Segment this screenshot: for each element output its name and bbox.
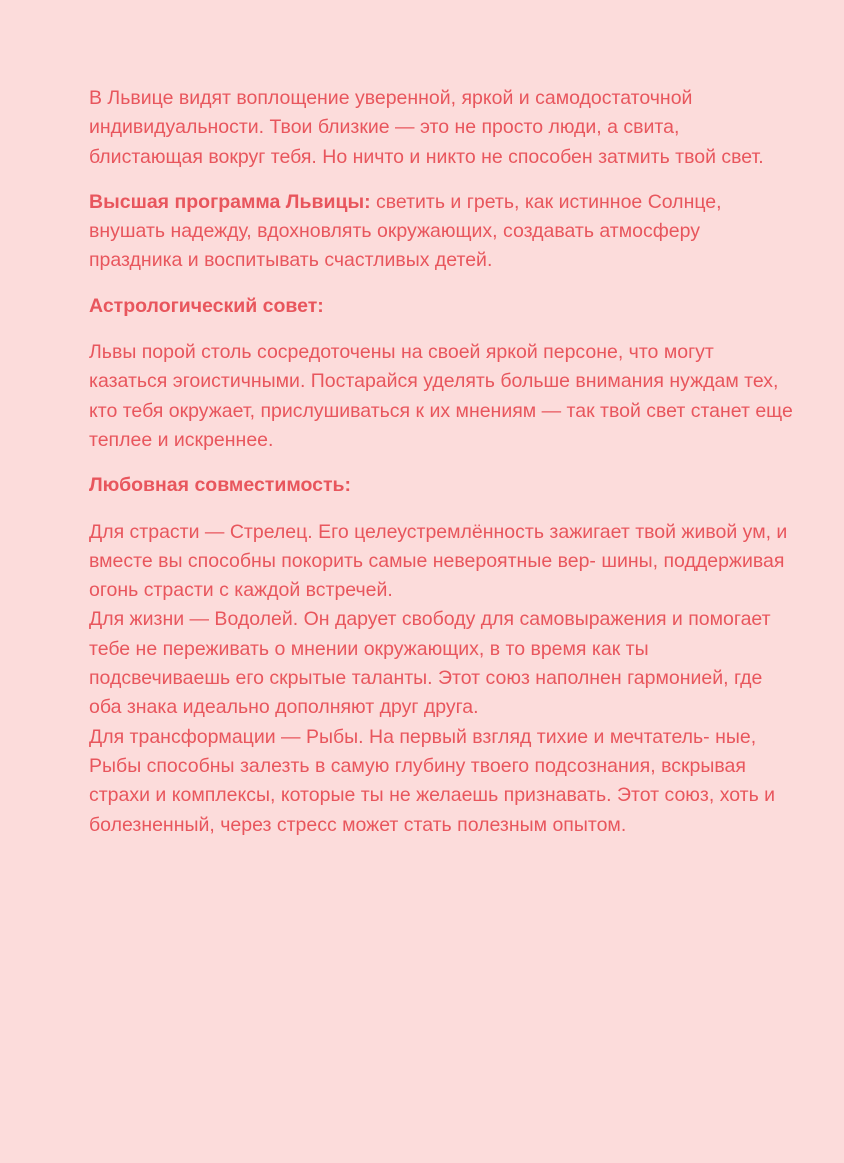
advice-paragraph: Львы порой столь сосредоточены на своей яркой персоне, что могут казаться эгоистичными. Постарайся уделять больше внимания нуждам тех, кто тебя окружает, прислушиваться к их мнениям — так твой свет станет еще теплее и искреннее. (89, 341, 793, 451)
compatibility-heading: Любовная совместимость: (89, 474, 352, 497)
advice-heading: Астрологический совет: (89, 294, 324, 317)
program-label: Высшая программа Львицы: (89, 190, 371, 213)
compatibility-transformation: Для трансформации — Рыбы. На первый взгляд тихие и мечтатель- ные, Рыбы способны залезть в самую глубину твоего подсознания, вскрывая страхи и комплексы, которые ты не желаешь признавать. Этот союз, хоть и болезненный, через стресс может стать полезным опытом. (89, 725, 776, 836)
document-body (89, 84, 794, 840)
compatibility-life: Для жизни — Водолей. Он дарует свободу для самовыражения и помогает тебе не переживать о мнении окружающих, в то время как ты подсвечиваешь его скрытые таланты. Этот союз наполнен гармонией, где оба знака идеально дополняют друг друга. (89, 608, 771, 719)
program-text: светить и греть, как истинное Солнце, внушать надежду, вдохновлять окружающих, создавать атмосферу праздника и воспитывать счастливых детей. (89, 190, 722, 272)
program-paragraph (89, 188, 794, 276)
intro-paragraph: В Львице видят воплощение уверенной, яркой и самодостаточной индивидуальности. Твои близкие — это не просто люди, а свита, блистающая вокруг тебя. Но ничто и никто не способен затмить твой свет. (89, 87, 764, 168)
compatibility-passion: Для страсти — Стрелец. Его целеустремлённость зажигает твой живой ум, и вместе вы способны покорить самые невероятные вер- шины, поддерживая огонь страсти с каждой встречей. (89, 520, 788, 602)
